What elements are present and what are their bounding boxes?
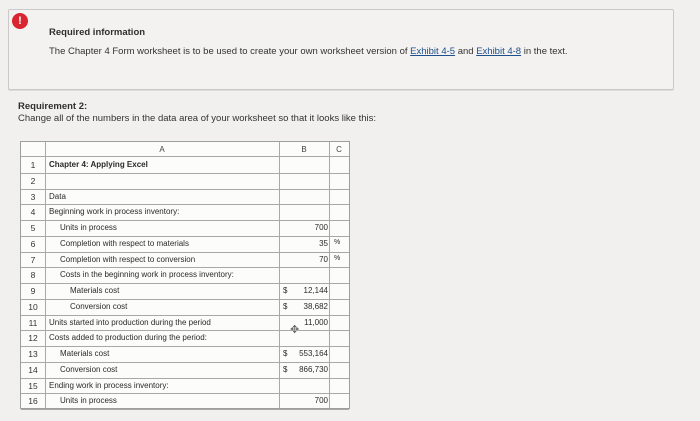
row-number: 16 (28, 396, 38, 407)
grid-line (21, 299, 349, 300)
row-number: 12 (28, 333, 38, 344)
cell-a[interactable]: Units started into production during the period (49, 317, 211, 327)
grid-line (329, 142, 330, 408)
grid-line (21, 346, 349, 347)
grid-line (21, 252, 349, 253)
column-header-c: C (336, 145, 342, 154)
worksheet-table (20, 141, 350, 409)
alert-icon: ! (12, 13, 28, 29)
cell-a[interactable]: Chapter 4: Applying Excel (49, 160, 148, 169)
grid-line (21, 156, 349, 157)
grid-line (21, 220, 349, 221)
row-number: 15 (28, 380, 38, 391)
row-number: 1 (30, 160, 36, 170)
cell-b[interactable]: 11,000 (304, 317, 328, 327)
exhibit-4-8-link[interactable]: Exhibit 4-8 (476, 46, 522, 57)
cell-b[interactable]: 38,682 (303, 301, 328, 311)
row-number: 8 (30, 270, 36, 281)
cell-a[interactable]: Completion with respect to conversion (60, 254, 196, 264)
grid-line (21, 236, 349, 237)
grid-line (21, 378, 349, 379)
cell-b[interactable]: 700 (314, 396, 328, 406)
cell-c[interactable]: % (334, 238, 341, 246)
row-number: 4 (30, 207, 36, 218)
row-number: 10 (28, 301, 38, 312)
cell-a[interactable]: Units in process (60, 223, 117, 232)
grid-line (21, 173, 349, 174)
row-number: 11 (28, 317, 38, 328)
cell-b[interactable]: 35 (319, 238, 328, 248)
row-number: 14 (28, 364, 38, 375)
grid-line (21, 283, 349, 284)
row-number: 7 (30, 254, 36, 265)
cell-a[interactable]: Beginning work in process inventory: (49, 207, 180, 217)
grid-line (21, 330, 349, 331)
currency-symbol: $ (283, 364, 288, 374)
grid-line (21, 267, 349, 268)
grid-line (279, 142, 280, 408)
grid-line (21, 204, 349, 205)
info-title: Required information (49, 27, 146, 38)
row-number: 6 (30, 238, 36, 249)
requirement-title: Requirement 2: (18, 101, 88, 112)
info-text (49, 46, 609, 58)
grid-line (45, 142, 46, 408)
cell-a[interactable]: Conversion cost (70, 301, 128, 311)
requirement-text: Change all of the numbers in the data area of your worksheet so that it looks like this: (18, 113, 377, 124)
row-number: 5 (30, 223, 36, 233)
info-text-part: in the text. (521, 46, 568, 57)
column-header-b: B (301, 145, 307, 154)
required-information-panel (8, 9, 674, 90)
cell-b[interactable]: 12,144 (303, 286, 328, 295)
info-text-part: and (455, 46, 477, 57)
cell-a[interactable]: Conversion cost (60, 364, 118, 374)
row-number: 3 (30, 191, 36, 202)
cell-c[interactable]: % (334, 254, 341, 262)
cell-a[interactable]: Materials cost (70, 286, 120, 295)
grid-line (21, 362, 349, 363)
cell-b[interactable]: 700 (314, 223, 328, 232)
info-text-part: The Chapter 4 Form worksheet is to be used to create your own worksheet version of (49, 46, 411, 57)
grid-line (21, 315, 349, 316)
cell-b[interactable]: 70 (319, 254, 328, 264)
cell-b[interactable]: 553,164 (299, 349, 328, 358)
cell-a[interactable]: Data (49, 191, 66, 201)
cell-a[interactable]: Costs in the beginning work in process inventory: (60, 270, 234, 280)
currency-symbol: $ (283, 301, 288, 311)
cell-a[interactable]: Costs added to production during the period: (49, 333, 207, 343)
column-header-a: A (159, 145, 165, 154)
cell-a[interactable]: Units in process (60, 396, 117, 406)
cell-a[interactable]: Materials cost (60, 349, 110, 358)
grid-line (21, 393, 349, 394)
currency-symbol: $ (283, 349, 288, 358)
row-number: 2 (30, 175, 36, 186)
grid-line (21, 409, 349, 410)
currency-symbol: $ (283, 286, 288, 295)
grid-line (21, 189, 349, 190)
exhibit-4-5-link[interactable]: Exhibit 4-5 (410, 46, 456, 57)
cell-a[interactable]: Ending work in process inventory: (49, 380, 169, 390)
cell-b[interactable]: 866,730 (299, 364, 328, 374)
cell-a[interactable]: Completion with respect to materials (60, 238, 189, 248)
row-number: 13 (28, 349, 38, 359)
row-number: 9 (30, 286, 36, 296)
